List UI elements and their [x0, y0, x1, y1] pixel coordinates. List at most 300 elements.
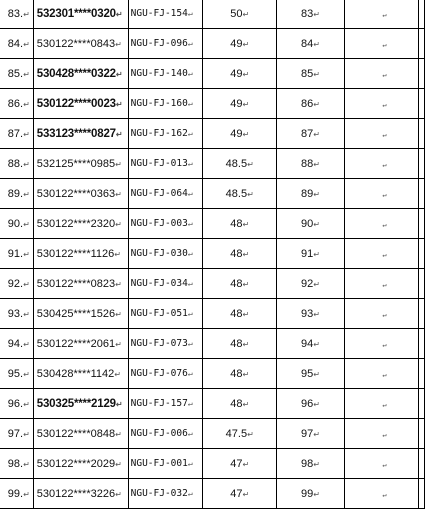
score-cell [203, 299, 277, 329]
id-number-cell-text: 530122****0848 [36, 427, 116, 440]
paragraph-mark-icon: ↵ [23, 69, 30, 79]
id-number-cell-text: 530425****1526 [36, 307, 116, 320]
candidate-code-cell-text: NGU-FJ-154 [130, 8, 188, 19]
paragraph-mark-icon: ↵ [187, 129, 193, 138]
candidate-code-cell [128, 359, 203, 389]
candidate-code-cell-text: NGU-FJ-032 [130, 488, 188, 499]
score-cell [203, 449, 277, 479]
candidate-code-cell [128, 329, 203, 359]
candidate-code-cell [128, 479, 203, 509]
id-number-cell [33, 269, 128, 299]
edge-cell [419, 239, 425, 269]
candidate-code-cell-text: NGU-FJ-034 [130, 278, 188, 289]
empty-cell [344, 239, 418, 269]
paragraph-mark-icon: ↵ [115, 99, 123, 109]
score-cell-text: 48 [230, 337, 243, 350]
empty-cell [344, 29, 418, 59]
place-cell-text: 98 [300, 457, 314, 470]
rank-cell [0, 179, 33, 209]
empty-cell [344, 359, 418, 389]
paragraph-mark-icon: ↵ [242, 129, 250, 139]
id-number-cell [33, 209, 128, 239]
paragraph-mark-icon: ↵ [115, 279, 122, 289]
empty-cell [344, 0, 418, 29]
place-cell-text: 89 [300, 187, 314, 200]
place-cell-text: 91 [300, 247, 314, 260]
score-cell-text: 49 [230, 67, 243, 80]
paragraph-mark-icon: ↵ [313, 309, 320, 319]
candidate-code-cell-text: NGU-FJ-076 [130, 368, 188, 379]
paragraph-mark-icon: ↵ [23, 279, 30, 289]
paragraph-mark-icon: ↵ [242, 219, 250, 229]
candidate-code-cell [128, 299, 203, 329]
paragraph-mark-icon: ↵ [247, 189, 254, 199]
score-cell [203, 89, 277, 119]
rank-cell [0, 389, 33, 419]
rank-cell [0, 119, 33, 149]
edge-cell [419, 269, 425, 299]
edge-cell [419, 329, 425, 359]
id-number-cell [33, 89, 128, 119]
score-cell-text: 48 [230, 217, 243, 230]
paragraph-mark-icon: ↵ [242, 459, 250, 469]
id-number-cell-text: 532301****0320 [36, 7, 116, 20]
table-row [0, 419, 425, 449]
paragraph-mark-icon: ↵ [187, 369, 193, 378]
edge-cell [419, 179, 425, 209]
paragraph-mark-icon: ↵ [382, 281, 387, 289]
id-number-cell [33, 0, 128, 29]
score-cell [203, 29, 277, 59]
candidate-code-cell-text: NGU-FJ-162 [130, 128, 188, 139]
paragraph-mark-icon: ↵ [242, 279, 250, 289]
candidate-code-cell-text: NGU-FJ-006 [130, 428, 188, 439]
empty-cell [344, 329, 418, 359]
paragraph-mark-icon: ↵ [313, 219, 320, 229]
rank-cell [0, 359, 33, 389]
paragraph-mark-icon: ↵ [313, 69, 320, 79]
paragraph-mark-icon: ↵ [23, 189, 30, 199]
paragraph-mark-icon: ↵ [115, 399, 123, 409]
edge-cell [419, 389, 425, 419]
rank-cell-text: 83. [7, 7, 24, 20]
place-cell [277, 89, 345, 119]
paragraph-mark-icon: ↵ [313, 489, 320, 499]
paragraph-mark-icon: ↵ [382, 491, 387, 499]
paragraph-mark-icon: ↵ [23, 429, 30, 439]
rank-cell [0, 89, 33, 119]
rank-cell [0, 419, 33, 449]
table-row [0, 119, 425, 149]
paragraph-mark-icon: ↵ [23, 39, 30, 49]
id-number-cell [33, 449, 128, 479]
edge-cell [419, 359, 425, 389]
candidate-code-cell-text: NGU-FJ-051 [130, 308, 188, 319]
rank-cell-text: 95. [7, 367, 24, 380]
place-cell [277, 59, 345, 89]
paragraph-mark-icon: ↵ [313, 459, 320, 469]
id-number-cell-text: 530428****0322 [36, 67, 116, 80]
candidate-code-cell [128, 89, 203, 119]
paragraph-mark-icon: ↵ [313, 369, 320, 379]
place-cell-text: 85 [300, 67, 314, 80]
id-number-cell [33, 479, 128, 509]
rank-cell-text: 87. [7, 127, 24, 140]
id-number-cell [33, 359, 128, 389]
id-number-cell-text: 530122****0843 [36, 37, 116, 50]
candidate-code-cell-text: NGU-FJ-096 [130, 38, 188, 49]
paragraph-mark-icon: ↵ [115, 339, 122, 349]
id-number-cell [33, 299, 128, 329]
place-cell-text: 86 [300, 97, 314, 110]
score-cell [203, 209, 277, 239]
paragraph-mark-icon: ↵ [313, 249, 320, 259]
candidate-code-cell [128, 29, 203, 59]
paragraph-mark-icon: ↵ [313, 399, 320, 409]
rank-cell-text: 84. [7, 37, 24, 50]
edge-cell [419, 29, 425, 59]
table-row [0, 149, 425, 179]
id-number-cell-text: 530122****2029 [36, 457, 116, 470]
paragraph-mark-icon: ↵ [313, 429, 320, 439]
edge-cell [419, 59, 425, 89]
score-cell [203, 149, 277, 179]
rank-cell-text: 85. [7, 67, 24, 80]
score-cell-text: 49 [230, 127, 243, 140]
place-cell [277, 269, 345, 299]
paragraph-mark-icon: ↵ [115, 69, 123, 79]
paragraph-mark-icon: ↵ [115, 189, 122, 199]
place-cell-text: 97 [300, 427, 314, 440]
score-cell-text: 49 [230, 37, 243, 50]
paragraph-mark-icon: ↵ [242, 69, 250, 79]
paragraph-mark-icon: ↵ [382, 431, 387, 439]
empty-cell [344, 419, 418, 449]
candidate-code-cell [128, 269, 203, 299]
table-row [0, 29, 425, 59]
edge-cell [419, 479, 425, 509]
rank-cell-text: 90. [7, 217, 24, 230]
candidate-code-cell [128, 449, 203, 479]
paragraph-mark-icon: ↵ [23, 99, 30, 109]
score-cell-text: 47.5 [225, 427, 248, 440]
score-cell-text: 47 [230, 457, 243, 470]
place-cell-text: 93 [300, 307, 314, 320]
paragraph-mark-icon: ↵ [313, 39, 320, 49]
paragraph-mark-icon: ↵ [382, 251, 387, 259]
rank-cell [0, 59, 33, 89]
paragraph-mark-icon: ↵ [187, 39, 193, 48]
rank-cell [0, 329, 33, 359]
score-cell [203, 329, 277, 359]
table-row [0, 239, 425, 269]
id-number-cell [33, 149, 128, 179]
paragraph-mark-icon: ↵ [187, 429, 193, 438]
paragraph-mark-icon: ↵ [114, 249, 121, 259]
id-number-cell-text: 530122****1126 [36, 247, 115, 260]
place-cell-text: 94 [300, 337, 314, 350]
paragraph-mark-icon: ↵ [115, 39, 122, 49]
paragraph-mark-icon: ↵ [247, 159, 254, 169]
candidate-code-cell-text: NGU-FJ-073 [130, 338, 188, 349]
table-row [0, 0, 425, 29]
candidate-code-cell-text: NGU-FJ-030 [130, 248, 188, 259]
paragraph-mark-icon: ↵ [187, 99, 193, 108]
rank-cell-text: 94. [7, 337, 24, 350]
paragraph-mark-icon: ↵ [114, 369, 121, 379]
paragraph-mark-icon: ↵ [382, 401, 387, 409]
paragraph-mark-icon: ↵ [382, 11, 387, 19]
paragraph-mark-icon: ↵ [382, 191, 387, 199]
score-cell-text: 48 [230, 397, 243, 410]
rank-cell-text: 89. [7, 187, 24, 200]
place-cell [277, 29, 345, 59]
paragraph-mark-icon: ↵ [23, 219, 30, 229]
empty-cell [344, 449, 418, 479]
paragraph-mark-icon: ↵ [23, 9, 30, 19]
rank-cell-text: 91. [7, 247, 24, 260]
paragraph-mark-icon: ↵ [382, 371, 387, 379]
paragraph-mark-icon: ↵ [382, 101, 387, 109]
candidate-code-cell-text: NGU-FJ-064 [130, 188, 188, 199]
empty-cell [344, 389, 418, 419]
id-number-cell-text: 530428****1142 [36, 367, 115, 380]
candidate-code-cell [128, 389, 203, 419]
empty-cell [344, 209, 418, 239]
paragraph-mark-icon: ↵ [382, 461, 387, 469]
edge-cell [419, 119, 425, 149]
place-cell [277, 179, 345, 209]
place-cell [277, 479, 345, 509]
table-row [0, 59, 425, 89]
paragraph-mark-icon: ↵ [115, 219, 122, 229]
score-cell [203, 419, 277, 449]
paragraph-mark-icon: ↵ [242, 99, 250, 109]
place-cell [277, 389, 345, 419]
paragraph-mark-icon: ↵ [187, 309, 193, 318]
paragraph-mark-icon: ↵ [382, 341, 387, 349]
id-number-cell-text: 530122****0023 [36, 97, 116, 110]
id-number-cell-text: 530325****2129 [36, 397, 116, 410]
paragraph-mark-icon: ↵ [313, 129, 320, 139]
paragraph-mark-icon: ↵ [187, 249, 193, 258]
paragraph-mark-icon: ↵ [187, 159, 193, 168]
table-row [0, 269, 425, 299]
rank-cell [0, 0, 33, 29]
id-number-cell-text: 530122****0363 [36, 187, 116, 200]
paragraph-mark-icon: ↵ [313, 159, 320, 169]
paragraph-mark-icon: ↵ [115, 159, 122, 169]
paragraph-mark-icon: ↵ [115, 9, 123, 19]
empty-cell [344, 119, 418, 149]
rank-cell [0, 269, 33, 299]
id-number-cell-text: 530122****2320 [36, 217, 116, 230]
rank-cell-text: 98. [7, 457, 24, 470]
paragraph-mark-icon: ↵ [187, 339, 193, 348]
score-cell [203, 119, 277, 149]
candidate-code-cell-text: NGU-FJ-157 [130, 398, 188, 409]
edge-cell [419, 0, 425, 29]
paragraph-mark-icon: ↵ [23, 339, 30, 349]
id-number-cell-text: 533123****0827 [36, 127, 116, 140]
empty-cell [344, 179, 418, 209]
candidate-code-cell [128, 239, 203, 269]
place-cell [277, 149, 345, 179]
table-row [0, 479, 425, 509]
paragraph-mark-icon: ↵ [23, 309, 30, 319]
score-cell-text: 48 [230, 367, 243, 380]
candidate-code-cell-text: NGU-FJ-001 [130, 458, 188, 469]
paragraph-mark-icon: ↵ [242, 249, 250, 259]
paragraph-mark-icon: ↵ [313, 9, 320, 19]
empty-cell [344, 59, 418, 89]
candidate-code-cell-text: NGU-FJ-160 [130, 98, 188, 109]
paragraph-mark-icon: ↵ [382, 311, 387, 319]
paragraph-mark-icon: ↵ [23, 489, 30, 499]
paragraph-mark-icon: ↵ [115, 459, 122, 469]
paragraph-mark-icon: ↵ [382, 161, 387, 169]
paragraph-mark-icon: ↵ [242, 309, 250, 319]
paragraph-mark-icon: ↵ [23, 249, 30, 259]
rank-cell-text: 99. [7, 487, 24, 500]
paragraph-mark-icon: ↵ [313, 99, 320, 109]
id-number-cell [33, 239, 128, 269]
score-cell-text: 48 [230, 247, 243, 260]
edge-cell [419, 449, 425, 479]
place-cell [277, 359, 345, 389]
paragraph-mark-icon: ↵ [382, 41, 387, 49]
candidate-code-cell [128, 419, 203, 449]
paragraph-mark-icon: ↵ [313, 339, 320, 349]
id-number-cell [33, 59, 128, 89]
paragraph-mark-icon: ↵ [382, 131, 387, 139]
place-cell-text: 92 [300, 277, 314, 290]
candidate-code-cell-text: NGU-FJ-013 [130, 158, 188, 169]
candidate-code-cell [128, 59, 203, 89]
candidate-code-cell [128, 0, 203, 29]
paragraph-mark-icon: ↵ [187, 69, 193, 78]
rank-cell-text: 86. [7, 97, 24, 110]
id-number-cell-text: 530122****0823 [36, 277, 116, 290]
rank-cell [0, 209, 33, 239]
score-cell-text: 48.5 [225, 157, 248, 170]
score-cell [203, 359, 277, 389]
rank-cell [0, 239, 33, 269]
place-cell [277, 0, 345, 29]
place-cell-text: 99 [300, 487, 314, 500]
candidate-code-cell [128, 149, 203, 179]
id-number-cell [33, 419, 128, 449]
id-number-cell-text: 530122****3226 [36, 487, 116, 500]
place-cell [277, 239, 345, 269]
paragraph-mark-icon: ↵ [382, 71, 387, 79]
place-cell [277, 449, 345, 479]
table-row [0, 359, 425, 389]
paragraph-mark-icon: ↵ [187, 219, 193, 228]
score-cell [203, 0, 277, 29]
empty-cell [344, 89, 418, 119]
score-cell [203, 479, 277, 509]
place-cell [277, 119, 345, 149]
table-row [0, 299, 425, 329]
edge-cell [419, 149, 425, 179]
rank-cell-text: 96. [7, 397, 24, 410]
id-number-cell [33, 179, 128, 209]
paragraph-mark-icon: ↵ [187, 189, 193, 198]
paragraph-mark-icon: ↵ [242, 339, 250, 349]
rank-cell-text: 97. [7, 427, 24, 440]
rank-cell [0, 299, 33, 329]
score-cell-text: 48 [230, 277, 243, 290]
id-number-cell [33, 119, 128, 149]
rank-cell-text: 93. [7, 307, 24, 320]
paragraph-mark-icon: ↵ [115, 489, 122, 499]
rank-cell [0, 29, 33, 59]
paragraph-mark-icon: ↵ [382, 221, 387, 229]
id-number-cell-text: 530122****2061 [36, 337, 116, 350]
table-row [0, 179, 425, 209]
paragraph-mark-icon: ↵ [242, 369, 250, 379]
paragraph-mark-icon: ↵ [115, 309, 122, 319]
score-cell-text: 49 [230, 97, 243, 110]
paragraph-mark-icon: ↵ [187, 279, 193, 288]
empty-cell [344, 479, 418, 509]
place-cell-text: 96 [300, 397, 314, 410]
paragraph-mark-icon: ↵ [187, 489, 193, 498]
place-cell-text: 95 [300, 367, 314, 380]
paragraph-mark-icon: ↵ [23, 459, 30, 469]
place-cell-text: 83 [300, 7, 314, 20]
paragraph-mark-icon: ↵ [313, 189, 320, 199]
empty-cell [344, 299, 418, 329]
paragraph-mark-icon: ↵ [242, 39, 250, 49]
paragraph-mark-icon: ↵ [242, 9, 250, 19]
table-row [0, 209, 425, 239]
place-cell [277, 299, 345, 329]
edge-cell [419, 209, 425, 239]
empty-cell [344, 269, 418, 299]
paragraph-mark-icon: ↵ [242, 489, 250, 499]
edge-cell [419, 419, 425, 449]
candidate-code-cell-text: NGU-FJ-003 [130, 218, 188, 229]
place-cell [277, 329, 345, 359]
score-cell [203, 59, 277, 89]
rank-cell-text: 88. [7, 157, 24, 170]
paragraph-mark-icon: ↵ [187, 9, 193, 18]
score-cell-text: 48.5 [225, 187, 248, 200]
score-cell [203, 389, 277, 419]
table-row [0, 89, 425, 119]
paragraph-mark-icon: ↵ [187, 459, 193, 468]
paragraph-mark-icon: ↵ [115, 129, 123, 139]
place-cell-text: 84 [300, 37, 314, 50]
rank-cell-text: 92. [7, 277, 24, 290]
table-row [0, 389, 425, 419]
edge-cell [419, 299, 425, 329]
score-cell-text: 48 [230, 307, 243, 320]
score-cell [203, 239, 277, 269]
rank-cell [0, 479, 33, 509]
rank-cell [0, 149, 33, 179]
rank-cell [0, 449, 33, 479]
empty-cell [344, 149, 418, 179]
candidate-code-cell [128, 119, 203, 149]
place-cell [277, 419, 345, 449]
place-cell-text: 87 [300, 127, 314, 140]
edge-cell [419, 89, 425, 119]
candidate-code-cell-text: NGU-FJ-140 [130, 68, 188, 79]
paragraph-mark-icon: ↵ [23, 399, 30, 409]
